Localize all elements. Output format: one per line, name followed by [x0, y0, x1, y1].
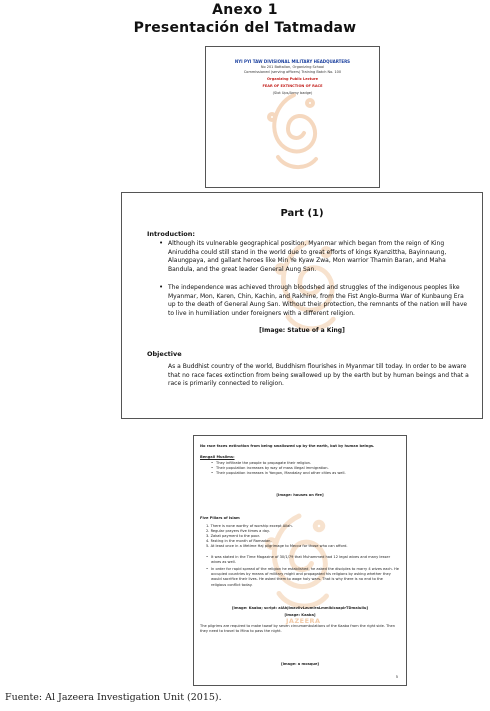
- bullet-icon: •: [206, 555, 209, 559]
- slide1-line6: (Slot Ups/Army badge): [272, 91, 313, 95]
- slide-page-five: [193, 435, 407, 686]
- pillars-heading: Five Pillars of Islam: [200, 516, 240, 520]
- bengali-item: Their population increases in Yangon, Mandalay and other cities as well.: [216, 471, 346, 475]
- bullet-icon: •: [159, 283, 164, 291]
- image-placeholder-houses: [Image: houses on fire]: [276, 493, 324, 497]
- al-jazeera-logo-watermark: [258, 87, 330, 179]
- slide1-line4: Organizing Public Lecture: [267, 77, 318, 81]
- pillar-item: 2. Regular prayers five times a day.: [206, 529, 270, 533]
- note-spread: In order for rapid spread of the religion he established, he asked the disciples to marry 4 wives each. He occupied countries by means of military might and propagated his religions by asking whether they would sacrifice their lives. He asked them to wage holy wars. That is why there is no end to the religious conflict today.: [211, 567, 399, 587]
- bullet-icon: •: [159, 239, 164, 247]
- pillar-item: 4. Fasting in the month of Ramadan.: [206, 539, 272, 543]
- image-placeholder-kaaba: [Image: Kaaba]: [284, 613, 316, 617]
- bengali-item: Their population increases by way of mass illegal immigration.: [216, 466, 329, 470]
- slide1-line5: FEAR OF EXTINCTION OF RACE: [262, 84, 323, 88]
- pillar-item: 5. At least once in a lifetime Haj pilgrimage to Mecca for those who can afford.: [206, 544, 348, 548]
- slide3-heading: No race faces extinction from being swallowed up by the earth, but by human beings.: [200, 444, 375, 448]
- slide1-line2: No 201 Battalion, Organizing School: [260, 65, 325, 69]
- annex-subtitle: Presentación del Tatmadaw: [133, 20, 357, 36]
- image-placeholder-kaaba-script: [Image: Kaaba; script: alAhJiwaviivLzumiraLmmiklcaapirTDmaiuiiu]: [231, 606, 369, 610]
- pillar-item: 3. Zakat payment to the poor.: [206, 534, 260, 538]
- source-caption: Fuente: Al Jazeera Investigation Unit (2015).: [5, 692, 222, 703]
- introduction-heading: Introduction:: [147, 230, 195, 238]
- intro-bullet-1: Although its vulnerable geographical position, Myanmar which began from the reign of King Aniruddha could still stand in the world due to great efforts of kings Kyanzittha, Bayinnaung, Alaungpaya, and gallant heroes like Min Ye Kyaw Zwa, Mon warrior Thamin Baran, and Maha Bandula, and the great leader General Aung San.: [168, 240, 447, 273]
- slide-title-page: [205, 46, 380, 188]
- annex-title: Anexo 1: [212, 2, 278, 18]
- objective-text: As a Buddhist country of the world, Buddhism flourishes in Myanmar till today. In order to be aware that no race faces extinction from being swallowed up by the earth but by human beings and that a race is primarily connected to religion.: [168, 363, 469, 388]
- page-number: 5: [395, 675, 398, 679]
- bullet-icon: •: [211, 471, 214, 475]
- part-heading: Part (1): [280, 208, 324, 219]
- slide1-line3: Commissioned (serving officers) Training Batch No. 100: [243, 70, 342, 74]
- intro-bullet-2: The independence was achieved through bloodshed and struggles of the indigenous peoples like Myanmar, Mon, Karen, Chin, Kachin, and Rakhine, from the Fist Anglo-Burma War of Kunbaung Era up to the death of General Aung San. Without their protection, the remnants of the nation will have to live in humiliation under foreigners with a different religion.: [168, 284, 468, 317]
- bullet-icon: •: [211, 466, 214, 470]
- note-wives: It was stated in the Time Magazine of 30/1/79 that Muhammed had 12 legal wives and many lesser wives as well.: [211, 555, 391, 565]
- slide-part-one: [121, 192, 483, 419]
- jazeera-wordmark: JAZEERA: [286, 617, 321, 625]
- image-placeholder-mosque: [Image: a mosque]: [280, 662, 320, 666]
- objective-heading: Objective: [147, 350, 182, 358]
- bengali-heading: Bengali Muslims:: [200, 455, 235, 459]
- bullet-icon: •: [206, 567, 209, 571]
- bengali-item: They infiltrate the people to propagate their religion.: [216, 461, 312, 465]
- pillar-item: 1. There is none worthy of worship except Allah.: [206, 524, 293, 528]
- slide1-line1: NYI PYI TAW DIVISIONAL MILITARY HEADQUARTERS: [234, 59, 351, 64]
- image-placeholder-statue: [Image: Statue of a King]: [259, 327, 345, 334]
- bullet-icon: •: [211, 461, 214, 465]
- pilgrims-text: The pilgrims are required to make tawaf by seven circumambulations of the Kaaba from the right side. Then they need to travel to Mina to pass the night.: [200, 624, 396, 634]
